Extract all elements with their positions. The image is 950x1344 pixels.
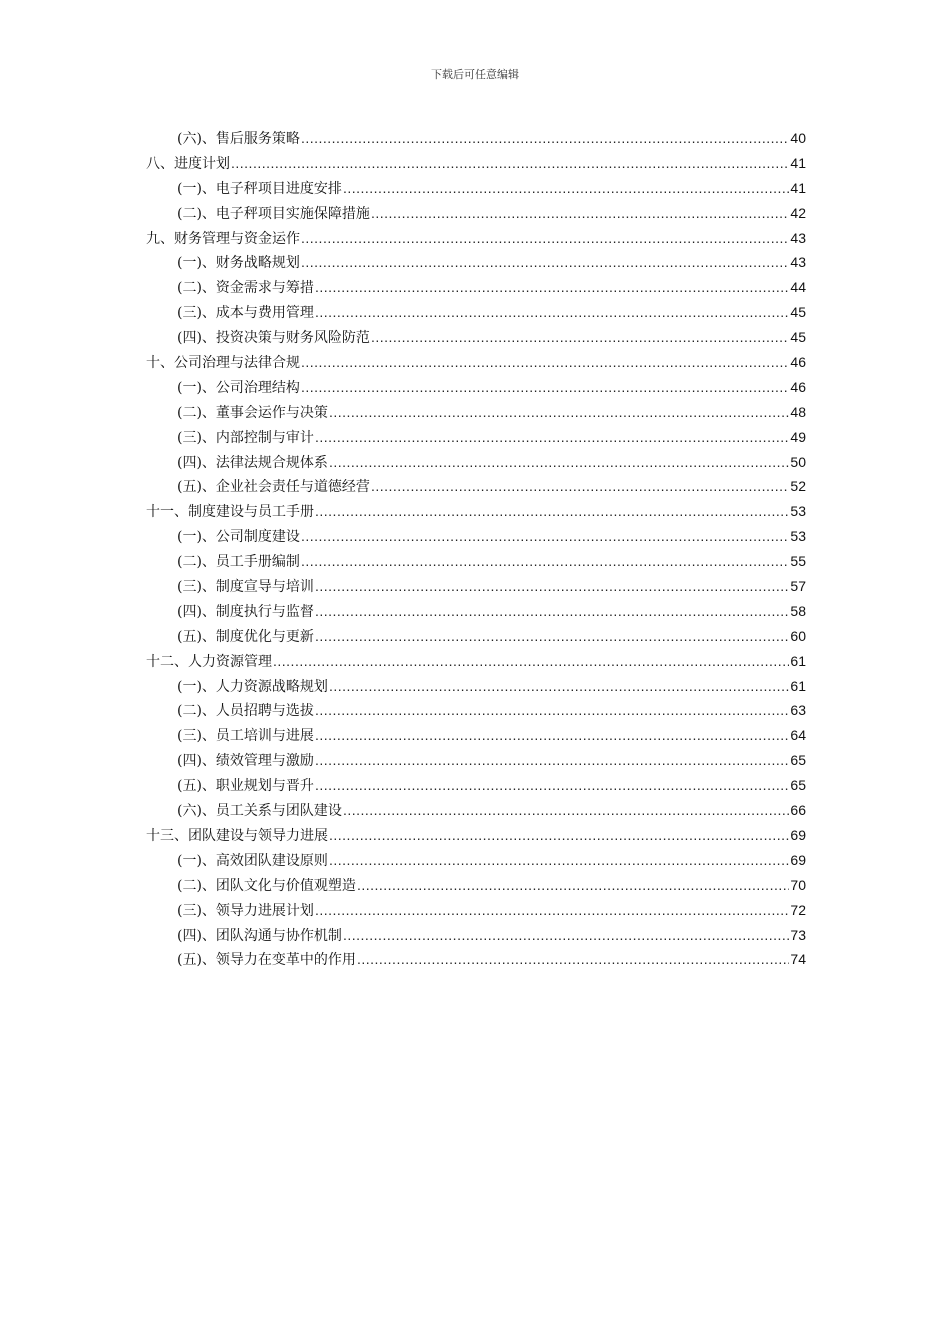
toc-entry[interactable] xyxy=(146,773,806,798)
toc-entry[interactable] xyxy=(146,723,806,748)
toc-entry[interactable] xyxy=(146,400,806,425)
toc-entry-title: (一)、财务战略规划 xyxy=(177,255,300,272)
toc-entry-page-number: 40 xyxy=(790,130,806,146)
toc-leader-dots xyxy=(329,450,789,475)
toc-entry-page-number: 61 xyxy=(790,677,806,694)
toc-entry[interactable] xyxy=(146,698,806,723)
toc-leader-dots xyxy=(301,524,789,549)
toc-entry[interactable] xyxy=(146,275,806,300)
toc-entry-title: (三)、员工培训与进展 xyxy=(177,728,314,745)
toc-leader-dots xyxy=(301,350,789,375)
toc-entry[interactable] xyxy=(146,549,806,574)
toc-entry-title: (二)、资金需求与筹措 xyxy=(177,280,314,297)
toc-entry[interactable] xyxy=(146,574,806,599)
toc-entry[interactable] xyxy=(146,873,806,898)
toc-entry-page-number: 60 xyxy=(790,627,806,644)
toc-entry-title: (二)、团队文化与价值观塑造 xyxy=(177,877,356,894)
toc-leader-dots xyxy=(301,226,789,251)
toc-entry-page-number: 45 xyxy=(790,304,806,321)
toc-entry-page-number: 50 xyxy=(790,453,806,470)
toc-leader-dots xyxy=(343,923,789,948)
toc-entry-title: (四)、法律法规合规体系 xyxy=(177,454,328,471)
toc-leader-dots xyxy=(315,624,789,649)
toc-entry-title: (五)、制度优化与更新 xyxy=(177,628,314,645)
toc-entry-page-number: 55 xyxy=(790,553,806,570)
toc-entry-page-number: 65 xyxy=(790,752,806,769)
toc-entry-title: (一)、公司治理结构 xyxy=(177,379,300,396)
toc-entry-title: (一)、高效团队建设原则 xyxy=(177,852,328,869)
toc-entry[interactable] xyxy=(146,201,806,226)
toc-entry-title: (三)、成本与费用管理 xyxy=(177,305,314,322)
toc-entry-page-number: 43 xyxy=(790,254,806,271)
toc-entry[interactable] xyxy=(146,499,806,524)
toc-entry-title: 十一、制度建设与员工手册 xyxy=(146,504,314,521)
toc-entry[interactable] xyxy=(146,748,806,773)
toc-entry[interactable] xyxy=(146,176,806,201)
toc-entry-page-number: 63 xyxy=(790,702,806,719)
toc-entry-page-number: 45 xyxy=(790,329,806,346)
toc-entry-page-number: 64 xyxy=(790,727,806,744)
toc-entry-title: (四)、投资决策与财务风险防范 xyxy=(177,330,370,347)
toc-entry-title: (六)、售后服务策略 xyxy=(177,131,300,147)
toc-leader-dots xyxy=(315,723,789,748)
toc-entry-page-number: 61 xyxy=(790,652,806,669)
toc-entry[interactable] xyxy=(146,624,806,649)
toc-entry-page-number: 53 xyxy=(790,503,806,520)
toc-leader-dots xyxy=(357,947,789,972)
toc-entry[interactable] xyxy=(146,151,806,176)
toc-entry-title: (六)、员工关系与团队建设 xyxy=(177,803,342,820)
toc-leader-dots xyxy=(371,325,789,350)
toc-leader-dots xyxy=(315,773,789,798)
toc-entry-title: (五)、企业社会责任与道德经营 xyxy=(177,479,370,496)
toc-entry[interactable] xyxy=(146,649,806,674)
toc-leader-dots xyxy=(329,823,789,848)
toc-leader-dots xyxy=(301,375,789,400)
toc-leader-dots xyxy=(343,798,789,823)
toc-leader-dots xyxy=(301,549,789,574)
toc-leader-dots xyxy=(315,275,789,300)
toc-entry-title: 十、公司治理与法律合规 xyxy=(146,355,300,372)
toc-entry-page-number: 42 xyxy=(790,204,806,221)
toc-leader-dots xyxy=(329,848,789,873)
toc-entry-page-number: 73 xyxy=(790,926,806,943)
toc-entry[interactable] xyxy=(146,823,806,848)
toc-leader-dots xyxy=(301,126,789,151)
toc-entry[interactable] xyxy=(146,474,806,499)
toc-leader-dots xyxy=(329,400,789,425)
toc-leader-dots xyxy=(371,474,789,499)
toc-entry-title: (三)、内部控制与审计 xyxy=(177,429,314,446)
toc-entry[interactable] xyxy=(146,350,806,375)
toc-entry-page-number: 74 xyxy=(790,951,806,968)
page-header: 下载后可任意编辑 xyxy=(431,68,519,81)
toc-entry[interactable] xyxy=(146,898,806,923)
toc-leader-dots xyxy=(231,151,789,176)
toc-leader-dots xyxy=(343,176,789,201)
toc-entry-title: (四)、团队沟通与协作机制 xyxy=(177,927,342,944)
toc-leader-dots xyxy=(315,574,789,599)
toc-entry-title: (五)、职业规划与晋升 xyxy=(177,778,314,795)
toc-entry-page-number: 49 xyxy=(790,428,806,445)
toc-entry-title: (五)、领导力在变革中的作用 xyxy=(177,952,356,969)
toc-entry-page-number: 65 xyxy=(790,777,806,794)
toc-leader-dots xyxy=(371,201,789,226)
toc-entry-page-number: 41 xyxy=(790,179,806,196)
toc-entry[interactable] xyxy=(146,325,806,350)
toc-leader-dots xyxy=(315,748,789,773)
toc-entry[interactable] xyxy=(146,674,806,699)
toc-entry-title: (二)、电子秤项目实施保障措施 xyxy=(177,205,370,222)
toc-entry-page-number: 41 xyxy=(790,154,806,171)
toc-entry-page-number: 72 xyxy=(790,901,806,918)
toc-entry[interactable] xyxy=(146,226,806,251)
toc-entry-title: (二)、员工手册编制 xyxy=(177,554,300,571)
toc-leader-dots xyxy=(315,499,789,524)
toc-leader-dots xyxy=(329,674,789,699)
toc-entry-page-number: 69 xyxy=(790,851,806,868)
toc-entry-page-number: 43 xyxy=(790,229,806,246)
toc-entry-title: (三)、领导力进展计划 xyxy=(177,902,314,919)
toc-entry-page-number: 46 xyxy=(790,354,806,371)
toc-entry-title: (二)、董事会运作与决策 xyxy=(177,404,328,421)
toc-entry-title: (二)、人员招聘与选拔 xyxy=(177,703,314,720)
toc-entry-title: (一)、公司制度建设 xyxy=(177,529,300,546)
toc-entry[interactable] xyxy=(146,848,806,873)
toc-entry-title: 十二、人力资源管理 xyxy=(146,653,272,670)
toc-entry-page-number: 69 xyxy=(790,826,806,843)
toc-entry[interactable] xyxy=(146,126,806,151)
toc-entry[interactable] xyxy=(146,524,806,549)
toc-entry-page-number: 44 xyxy=(790,279,806,296)
toc-entry-page-number: 46 xyxy=(790,378,806,395)
toc-entry-title: 九、财务管理与资金运作 xyxy=(146,230,300,247)
toc-leader-dots xyxy=(315,698,789,723)
toc-entry[interactable] xyxy=(146,300,806,325)
toc-entry-title: (四)、制度执行与监督 xyxy=(177,603,314,620)
toc-leader-dots xyxy=(315,425,789,450)
toc-entry[interactable] xyxy=(146,375,806,400)
toc-entry[interactable] xyxy=(146,450,806,475)
toc-leader-dots xyxy=(315,300,789,325)
toc-leader-dots xyxy=(273,649,789,674)
toc-entry-page-number: 58 xyxy=(790,602,806,619)
toc-entry[interactable] xyxy=(146,923,806,948)
toc-entry-title: (一)、人力资源战略规划 xyxy=(177,678,328,695)
toc-entry[interactable] xyxy=(146,425,806,450)
toc-entry-page-number: 70 xyxy=(790,876,806,893)
toc-entry-page-number: 48 xyxy=(790,403,806,420)
toc-leader-dots xyxy=(315,599,789,624)
toc-entry-page-number: 66 xyxy=(790,802,806,819)
toc-entry-title: (一)、电子秤项目进度安排 xyxy=(177,180,342,197)
toc-entry[interactable] xyxy=(146,599,806,624)
toc-entry-title: 十三、团队建设与领导力进展 xyxy=(146,827,328,844)
toc-entry[interactable] xyxy=(146,250,806,275)
toc-entry-page-number: 52 xyxy=(790,478,806,495)
toc-entry[interactable] xyxy=(146,798,806,823)
toc-entry-page-number: 57 xyxy=(790,578,806,595)
toc-entry[interactable] xyxy=(146,947,806,972)
toc-entry-title: 八、进度计划 xyxy=(146,155,230,172)
toc-leader-dots xyxy=(301,250,789,275)
toc-entry-page-number: 53 xyxy=(790,528,806,545)
table-of-contents xyxy=(146,126,806,972)
toc-entry-title: (四)、绩效管理与激励 xyxy=(177,753,314,770)
toc-leader-dots xyxy=(315,898,789,923)
toc-entry-title: (三)、制度宣导与培训 xyxy=(177,579,314,596)
toc-leader-dots xyxy=(357,873,789,898)
